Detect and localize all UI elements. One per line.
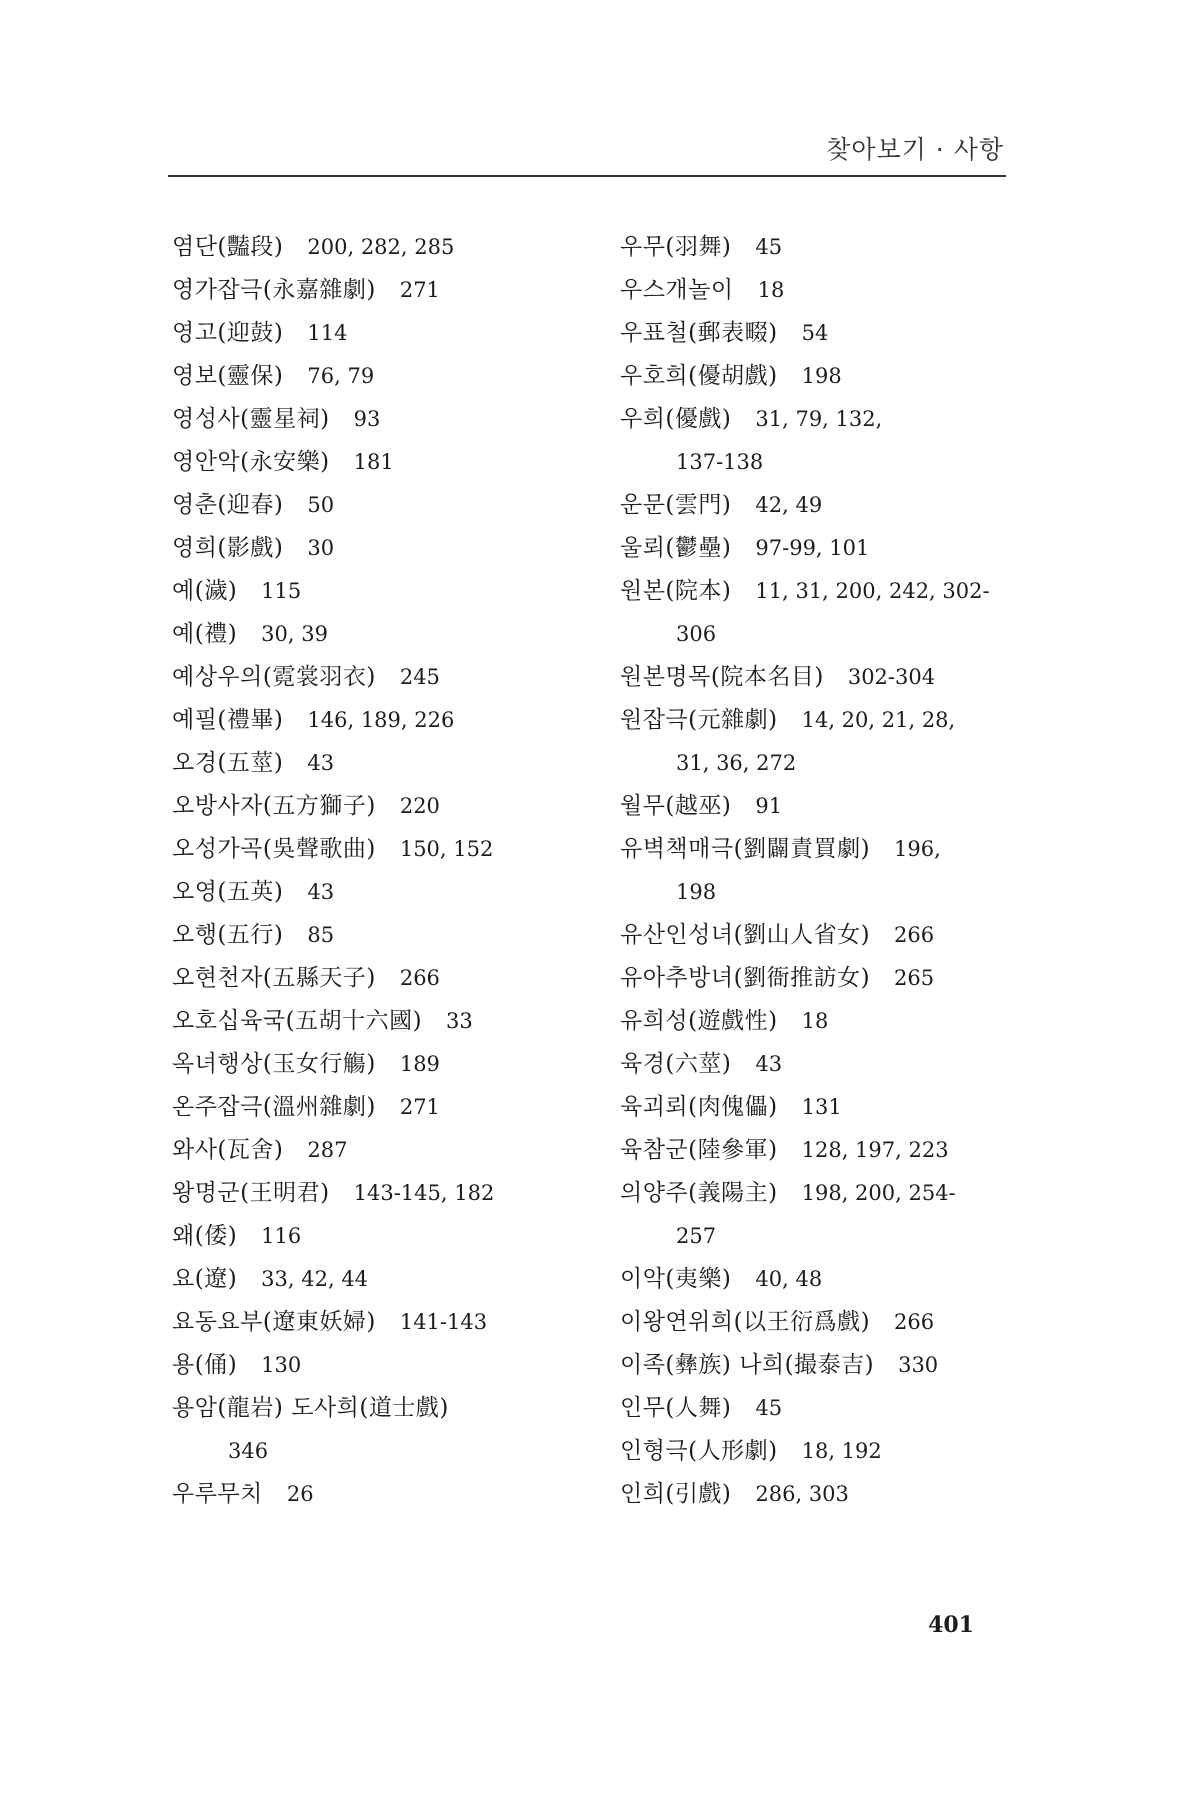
index-pages: 97-99, 101 (755, 536, 870, 560)
index-entry (620, 269, 1020, 312)
index-term: 영가잡극(永嘉雜劇) (172, 277, 376, 303)
index-term: 육경(六莖) (620, 1051, 732, 1077)
index-entry (172, 1043, 602, 1086)
index-entry (172, 957, 602, 1000)
index-pages: 220 (399, 794, 440, 818)
index-entry (620, 1000, 1020, 1043)
index-term: 이악(夷樂) (620, 1266, 732, 1292)
index-entry (620, 355, 1020, 398)
index-pages: 198 (801, 364, 842, 388)
index-pages: 18 (801, 1009, 829, 1033)
index-term: 오방사자(五方獅子) (172, 793, 376, 819)
index-term: 영고(迎鼓) (172, 320, 284, 346)
index-term: 오호십육국(五胡十六國) (172, 1008, 423, 1034)
page-number: 401 (928, 1612, 974, 1638)
index-term: 유산인성녀(劉山人省女) (620, 922, 871, 948)
index-term: 예상우의(霓裳羽衣) (172, 664, 376, 690)
index-term: 원본(院本) (620, 578, 732, 604)
index-entry (620, 1129, 1020, 1172)
index-pages: 200, 282, 285 (307, 235, 455, 259)
index-pages: 14, 20, 21, 28, (801, 708, 956, 732)
index-pages: 130 (261, 1353, 302, 1377)
index-term: 영희(影戲) (172, 535, 284, 561)
index-entry (620, 312, 1020, 355)
index-pages: 143-145, 182 (353, 1181, 495, 1205)
index-entry (620, 1387, 1020, 1430)
index-term: 와사(瓦舍) (172, 1137, 284, 1163)
index-pages: 271 (399, 1095, 440, 1119)
index-pages-continued: 198 (676, 880, 717, 904)
index-pages: 31, 79, 132, (755, 407, 883, 431)
index-entry (620, 398, 1020, 484)
index-pages-continued: 306 (676, 622, 717, 646)
index-entry (620, 1258, 1020, 1301)
index-term: 용암(龍岩) 도사희(道士戲) (172, 1395, 449, 1421)
index-pages: 91 (755, 794, 783, 818)
index-entry (620, 1344, 1020, 1387)
index-entry (620, 1172, 1020, 1258)
index-pages: 181 (353, 450, 394, 474)
index-entry (172, 1473, 602, 1516)
index-term: 왕명군(王明君) (172, 1180, 330, 1206)
index-entry (172, 226, 602, 269)
index-entry (620, 570, 1020, 656)
index-pages: 54 (801, 321, 829, 345)
index-term: 육참군(陸參軍) (620, 1137, 778, 1163)
index-pages: 286, 303 (755, 1482, 849, 1506)
index-pages: 43 (755, 1052, 783, 1076)
index-entry (172, 484, 602, 527)
index-entry (620, 527, 1020, 570)
index-pages: 30, 39 (261, 622, 328, 646)
index-entry (172, 1172, 602, 1215)
index-term: 영성사(靈星祠) (172, 406, 330, 432)
index-pages: 196, (894, 837, 941, 861)
index-term: 월무(越巫) (620, 793, 732, 819)
index-term: 우스개놀이 (620, 277, 734, 303)
index-entry (172, 355, 602, 398)
running-header: 찾아보기 · 사항 (826, 135, 1004, 164)
index-pages-continued: 31, 36, 272 (676, 751, 797, 775)
index-term: 용(俑) (172, 1352, 238, 1378)
index-pages: 266 (894, 1310, 935, 1334)
index-pages: 18, 192 (801, 1439, 882, 1463)
index-entry (172, 742, 602, 785)
index-entry (620, 484, 1020, 527)
index-entry (172, 871, 602, 914)
index-pages: 43 (307, 751, 335, 775)
index-term: 영보(靈保) (172, 363, 284, 389)
index-term: 우루무치 (172, 1481, 263, 1507)
index-entry (172, 914, 602, 957)
index-entry (620, 957, 1020, 1000)
index-pages: 141-143 (399, 1310, 488, 1334)
index-term: 울뢰(鬱壘) (620, 535, 732, 561)
index-pages: 198, 200, 254- (801, 1181, 956, 1205)
index-entry (172, 1215, 602, 1258)
index-term: 오영(五英) (172, 879, 284, 905)
index-term: 요(遼) (172, 1266, 238, 1292)
index-term: 왜(倭) (172, 1223, 238, 1249)
index-pages: 18 (757, 278, 785, 302)
index-pages: 45 (755, 1396, 783, 1420)
index-column-left (172, 226, 602, 1516)
index-entry (172, 269, 602, 312)
index-term: 유희성(遊戲性) (620, 1008, 778, 1034)
index-pages: 50 (307, 493, 335, 517)
index-term: 인형극(人形劇) (620, 1438, 778, 1464)
index-pages: 131 (801, 1095, 842, 1119)
index-entry (172, 1129, 602, 1172)
index-term: 예(禮) (172, 621, 238, 647)
index-entry (172, 441, 602, 484)
index-pages: 266 (894, 923, 935, 947)
index-entry (620, 1043, 1020, 1086)
index-term: 요동요부(遼東妖婦) (172, 1309, 376, 1335)
index-pages: 245 (399, 665, 440, 689)
index-pages: 115 (261, 579, 302, 603)
index-term: 유아추방녀(劉衙推訪女) (620, 965, 871, 991)
index-pages-continued: 257 (676, 1224, 717, 1248)
header-rule (168, 175, 1006, 177)
index-pages: 271 (399, 278, 440, 302)
index-pages: 93 (353, 407, 381, 431)
index-entry (172, 1301, 602, 1344)
index-pages: 266 (399, 966, 440, 990)
index-entry (172, 398, 602, 441)
index-term: 온주잡극(溫州雜劇) (172, 1094, 376, 1120)
index-pages: 302-304 (847, 665, 936, 689)
index-pages: 85 (307, 923, 335, 947)
index-term: 이족(彝族) 나희(撮泰吉) (620, 1352, 875, 1378)
index-term: 오성가곡(吳聲歌曲) (172, 836, 376, 862)
index-term: 영춘(迎春) (172, 492, 284, 518)
index-term: 인희(引戲) (620, 1481, 732, 1507)
index-pages: 265 (894, 966, 935, 990)
index-entry (172, 1387, 602, 1473)
index-entry (620, 828, 1020, 914)
index-pages: 146, 189, 226 (307, 708, 455, 732)
index-term: 원잡극(元雜劇) (620, 707, 778, 733)
index-pages: 11, 31, 200, 242, 302- (755, 579, 990, 603)
index-entry (172, 656, 602, 699)
index-term: 옥녀행상(玉女行觴) (172, 1051, 376, 1077)
index-term: 우희(優戲) (620, 406, 732, 432)
index-entry (620, 914, 1020, 957)
index-pages: 128, 197, 223 (801, 1138, 949, 1162)
index-term: 우표철(郵表畷) (620, 320, 778, 346)
index-entry (172, 785, 602, 828)
index-entry (172, 613, 602, 656)
index-term: 예필(禮畢) (172, 707, 284, 733)
index-entry (620, 1430, 1020, 1473)
index-entry (620, 1301, 1020, 1344)
index-pages: 150, 152 (399, 837, 494, 861)
index-pages: 40, 48 (755, 1267, 823, 1291)
index-entry (620, 1086, 1020, 1129)
index-term: 원본명목(院本名目) (620, 664, 824, 690)
index-pages: 330 (898, 1353, 939, 1377)
index-term: 염단(豔段) (172, 234, 284, 260)
index-term: 의양주(義陽主) (620, 1180, 778, 1206)
index-pages: 33 (446, 1009, 473, 1033)
index-pages: 114 (307, 321, 348, 345)
index-pages: 33, 42, 44 (261, 1267, 369, 1291)
index-entry (620, 785, 1020, 828)
index-pages: 116 (261, 1224, 302, 1248)
index-entry (172, 699, 602, 742)
index-term: 인무(人舞) (620, 1395, 732, 1421)
index-pages: 45 (755, 235, 783, 259)
index-term: 우호희(優胡戲) (620, 363, 778, 389)
index-term: 우무(羽舞) (620, 234, 732, 260)
index-term: 운문(雲門) (620, 492, 732, 518)
index-term: 오경(五莖) (172, 750, 284, 776)
index-term: 이왕연위희(以王衍爲戲) (620, 1309, 871, 1335)
index-term: 오행(五行) (172, 922, 284, 948)
index-entry (172, 1000, 602, 1043)
index-pages: 30 (307, 536, 335, 560)
index-entry (172, 1086, 602, 1129)
index-entry (172, 527, 602, 570)
index-entry (620, 699, 1020, 785)
index-pages: 43 (307, 880, 335, 904)
index-entry (620, 656, 1020, 699)
index-pages: 26 (286, 1482, 314, 1506)
index-entry (620, 226, 1020, 269)
index-entry (172, 570, 602, 613)
index-entry (172, 312, 602, 355)
index-term: 영안악(永安樂) (172, 449, 330, 475)
index-pages: 42, 49 (755, 493, 823, 517)
index-pages-continued: 137-138 (676, 450, 764, 474)
index-column-right (620, 226, 1020, 1516)
index-entry (172, 1258, 602, 1301)
index-pages: 76, 79 (307, 364, 375, 388)
index-entry (172, 1344, 602, 1387)
index-term: 예(濊) (172, 578, 238, 604)
index-entry (620, 1473, 1020, 1516)
index-term: 유벽책매극(劉闢責買劇) (620, 836, 871, 862)
index-term: 오현천자(五縣天子) (172, 965, 376, 991)
index-pages: 287 (307, 1138, 348, 1162)
index-pages-continued: 346 (228, 1439, 269, 1463)
index-pages: 189 (399, 1052, 440, 1076)
index-entry (172, 828, 602, 871)
index-term: 육괴뢰(肉傀儡) (620, 1094, 778, 1120)
